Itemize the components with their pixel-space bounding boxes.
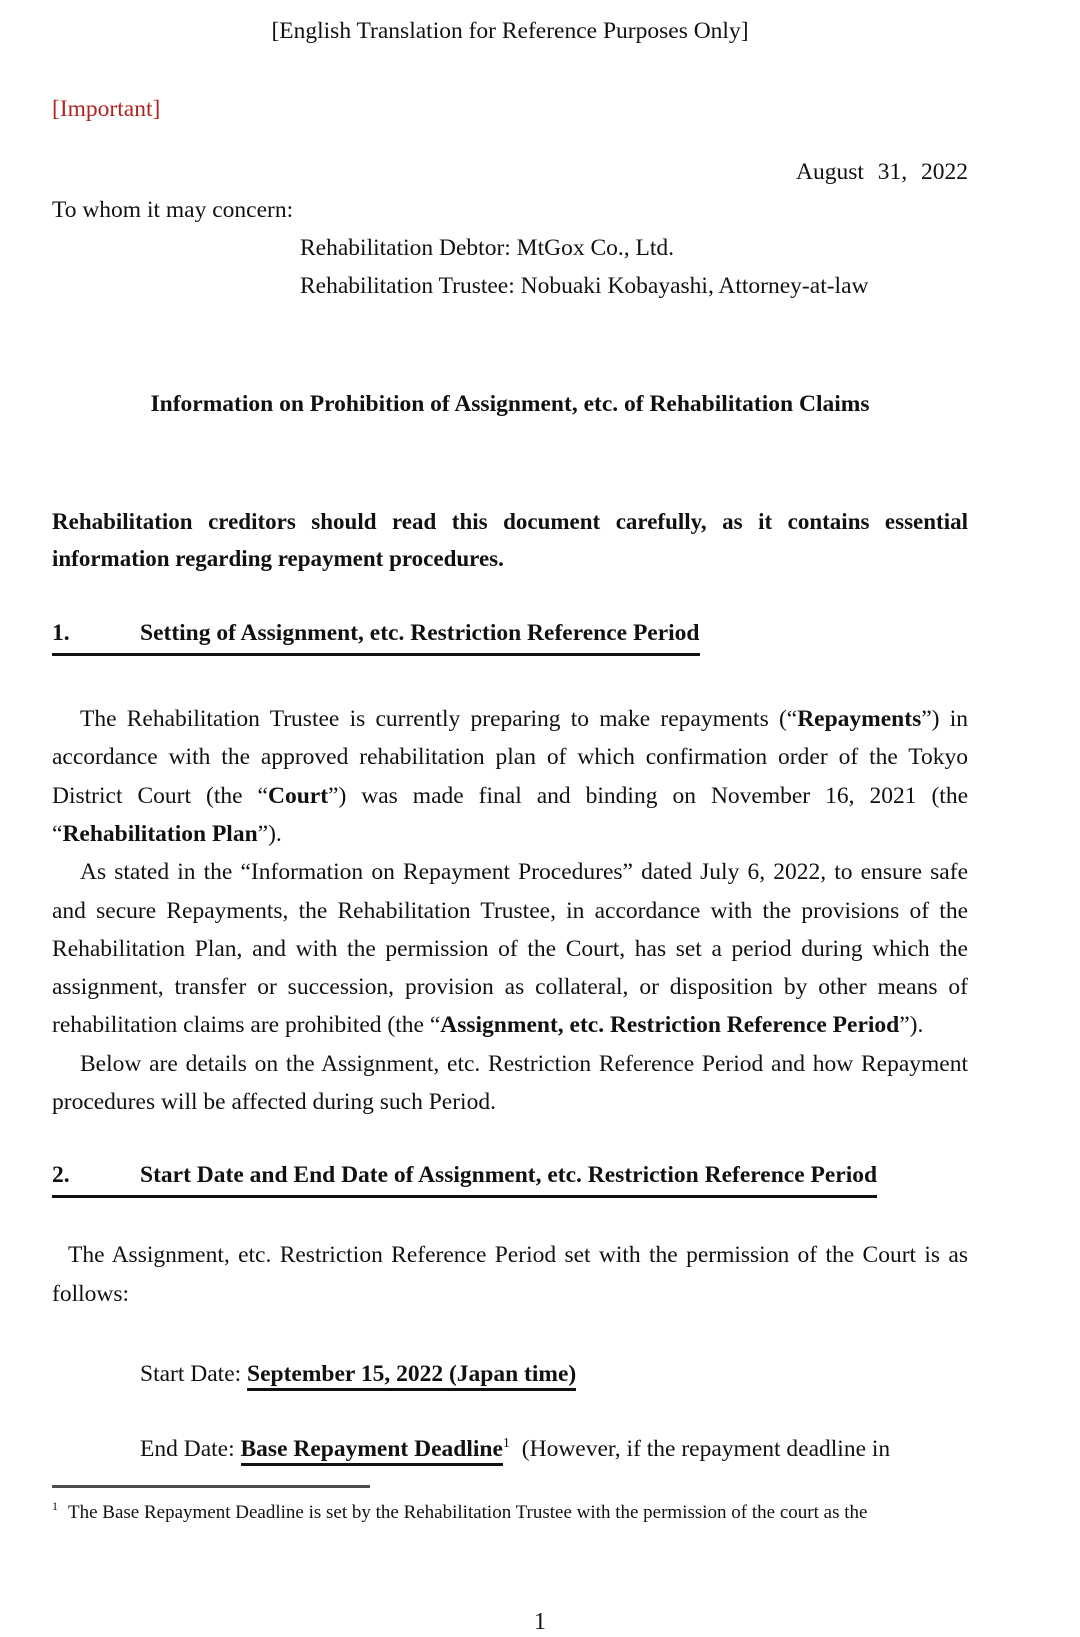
section-2-number: 2.	[52, 1162, 70, 1189]
text-run: ”).	[257, 820, 282, 847]
body-paragraph-4	[52, 1236, 968, 1313]
text-run: ”) was made final and binding on November 16, 2021 (the “	[52, 782, 969, 847]
defined-term-court: Court	[267, 782, 329, 809]
text-run: The Assignment, etc. Restriction Reference Period set with the permission of the Court is as follows:	[52, 1242, 968, 1307]
header-note: [English Translation for Reference Purposes Only]	[271, 18, 749, 44]
section-1	[52, 577, 968, 1121]
trustee-line: Rehabilitation Trustee: Nobuaki Kobayashi, Attorney-at-law	[300, 273, 869, 300]
footnote-divider	[52, 1485, 370, 1488]
defined-term-restriction-period: Assignment, etc. Restriction Reference Period	[440, 1012, 900, 1039]
end-date-value: Base Repayment Deadline	[241, 1436, 503, 1466]
notice-paragraph: Rehabilitation creditors should read this document carefully, as it contains essential information regarding repayment procedures.	[52, 509, 968, 572]
page-number: 1	[534, 1609, 546, 1635]
important-label: [Important]	[52, 96, 161, 123]
end-date-continuation: (However, if the repayment deadline in	[515, 1436, 891, 1463]
body-paragraph-3	[52, 1045, 968, 1122]
section-2-heading-text: Start Date and End Date of Assignment, etc. Restriction Reference Period	[140, 1162, 878, 1189]
start-date-label: Start Date:	[140, 1360, 248, 1387]
section-1-heading	[52, 618, 700, 656]
text-run: The Rehabilitation Trustee is currently preparing to make repayments (“	[80, 706, 798, 733]
footnote	[52, 1498, 968, 1528]
footnote-text: The Base Repayment Deadline is set by the Rehabilitation Trustee with the permission of the court as the	[68, 1501, 868, 1523]
debtor-line: Rehabilitation Debtor: MtGox Co., Ltd.	[300, 235, 675, 262]
section-1-heading-text: Setting of Assignment, etc. Restriction Reference Period	[140, 620, 700, 647]
body-paragraph-1	[52, 700, 968, 853]
footnote-marker: 1	[52, 1499, 58, 1514]
text-run: As stated in the “Information on Repayment Procedures” dated July 6, 2022, to ensure safe and secure Repayments, the Rehabilitation Trustee, in accordance with the provisions of the Rehabilitation Plan, and with the permission of the Court, has set a period during which the assignment, transfer or succession, provision as collateral, or disposition by other means of rehabilitation claims are prohibited (the “	[52, 859, 968, 1039]
recipient-block	[52, 229, 968, 306]
text-run: ”) in accordance with the approved rehabilitation plan of which confirmation order of the Tokyo District Court (the “	[52, 706, 968, 809]
start-date-value: September 15, 2022 (Japan time)	[247, 1361, 576, 1391]
text-run: Below are details on the Assignment, etc. Restriction Reference Period and how Repayment procedures will be affected during such Period.	[52, 1050, 968, 1116]
section-1-number: 1.	[52, 620, 70, 647]
footnote-ref-superscript: 1	[502, 1436, 510, 1452]
section-2-heading	[52, 1160, 877, 1198]
defined-term-repayments: Repayments	[797, 706, 922, 733]
document-title: Information on Prohibition of Assignment, etc. of Rehabilitation Claims	[150, 390, 870, 417]
defined-term-rehabilitation-plan: Rehabilitation Plan	[62, 820, 258, 847]
end-date-label: End Date:	[140, 1436, 241, 1463]
start-date-line	[140, 1355, 968, 1393]
date-line: August 31, 2022	[795, 158, 968, 185]
text-run: ”).	[899, 1012, 924, 1039]
end-date-line	[140, 1430, 968, 1468]
section-2	[52, 1121, 968, 1468]
body-paragraph-2	[52, 853, 968, 1044]
salutation: To whom it may concern:	[52, 196, 294, 223]
